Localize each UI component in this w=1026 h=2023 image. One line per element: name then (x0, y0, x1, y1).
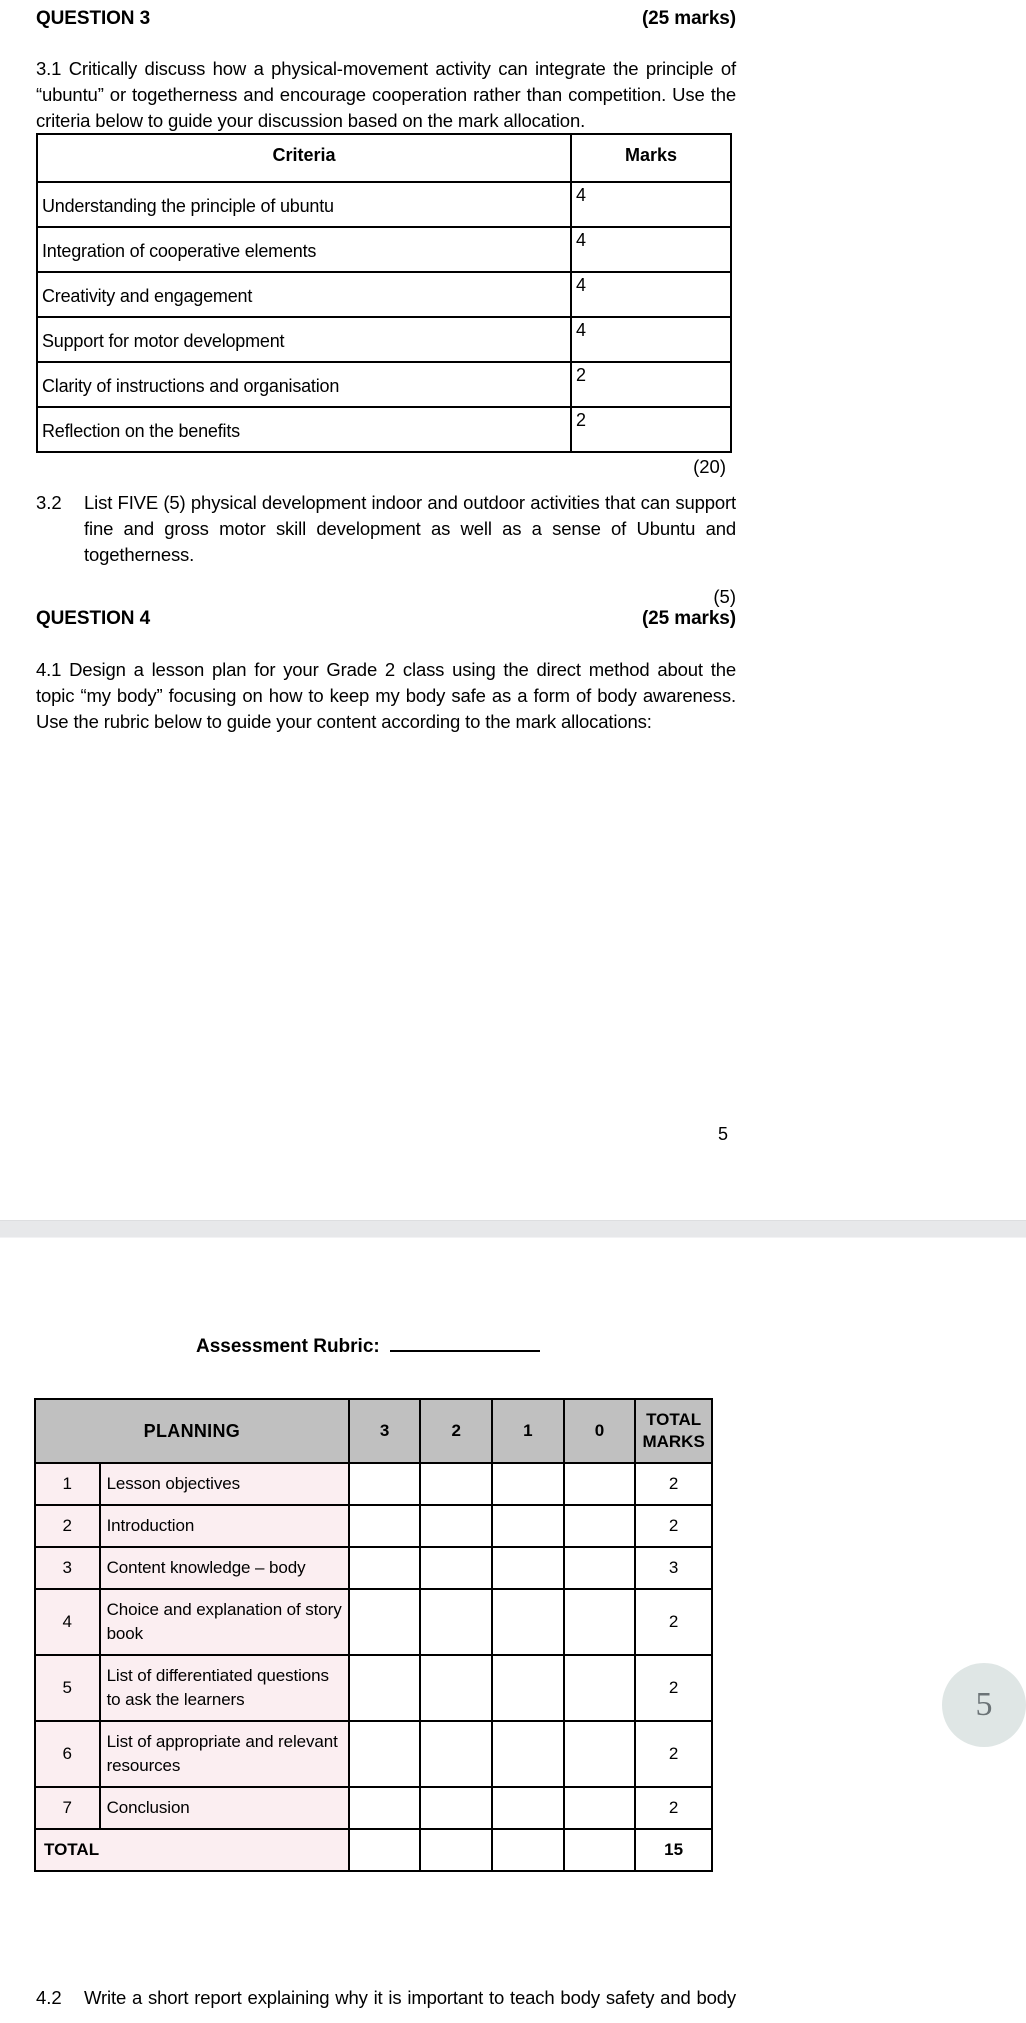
rubric-header-score-2: 2 (420, 1399, 492, 1463)
question-4-2-number: 4.2 (36, 1987, 62, 2008)
question-4-1-text: 4.1 Design a lesson plan for your Grade 2 class using the direct method about the topic “my body” focusing on how to keep my body safe as a form of body awareness. Use the rubric below to guide your content according to the mark allocations: (36, 659, 736, 732)
page-number-footer: 5 (717, 1124, 728, 1144)
rubric-header-row (35, 1399, 712, 1463)
table-row (35, 1655, 712, 1721)
criterion-label: Understanding the principle of ubuntu (37, 182, 571, 227)
rubric-header-score-0: 0 (564, 1399, 636, 1463)
criteria-header-marks: Marks (571, 134, 731, 182)
question-3-2-text: List FIVE (5) physical development indoor and outdoor activities that can support fine and gross motor skill development as well as a sense of Ubuntu and togetherness. (84, 492, 736, 565)
criterion-label: Creativity and engagement (37, 272, 571, 317)
rubric-score-cell-1[interactable] (492, 1721, 564, 1787)
table-row (37, 362, 731, 407)
criterion-marks: 2 (571, 362, 731, 407)
rubric-score-cell-3[interactable] (349, 1721, 421, 1787)
table-row (37, 227, 731, 272)
rubric-score-cell-2[interactable] (420, 1721, 492, 1787)
rubric-total-row (35, 1829, 712, 1871)
table-row (35, 1721, 712, 1787)
criterion-marks: 4 (571, 317, 731, 362)
rubric-score-cell-3[interactable] (349, 1505, 421, 1547)
rubric-row-label: Conclusion (100, 1787, 349, 1829)
table-row (37, 317, 731, 362)
question-4-2-section (36, 1985, 736, 2011)
rubric-total-cell-0[interactable] (564, 1829, 636, 1871)
rubric-score-cell-3[interactable] (349, 1787, 421, 1829)
assessment-rubric-label: Assessment Rubric: (196, 1336, 380, 1357)
criterion-label: Support for motor development (37, 317, 571, 362)
question-3-1-text: 3.1 Critically discuss how a physical-movement activity can integrate the principle of “ubuntu” or togetherness and encourage cooperation rather than competition. Use the criteria below to guide your discussion based on the mark allocation. (36, 58, 736, 131)
rubric-total-label: TOTAL (35, 1829, 349, 1871)
page-number-badge (942, 1663, 1026, 1747)
rubric-score-cell-1[interactable] (492, 1505, 564, 1547)
criteria-header-row (37, 134, 731, 182)
assessment-rubric-blank-line[interactable] (390, 1336, 540, 1352)
rubric-row-total: 2 (635, 1721, 712, 1787)
question-4-marks: (25 marks) (641, 608, 736, 629)
rubric-row-label: List of differentiated questions to ask the learners (100, 1655, 349, 1721)
rubric-row-label: Introduction (100, 1505, 349, 1547)
rubric-row-label: Content knowledge – body (100, 1547, 349, 1589)
criterion-marks: 4 (571, 272, 731, 317)
rubric-header-total-marks: TOTAL MARKS (635, 1399, 712, 1463)
criteria-table (36, 133, 732, 453)
question-4-section (36, 608, 736, 735)
rubric-row-total: 2 (635, 1787, 712, 1829)
rubric-row-number: 4 (35, 1589, 100, 1655)
rubric-score-cell-3[interactable] (349, 1589, 421, 1655)
rubric-row-number: 3 (35, 1547, 100, 1589)
question-3-2-marks: (5) (713, 586, 736, 607)
rubric-score-cell-2[interactable] (420, 1505, 492, 1547)
rubric-score-cell-0[interactable] (564, 1589, 636, 1655)
rubric-score-cell-0[interactable] (564, 1787, 636, 1829)
rubric-total-cell-3[interactable] (349, 1829, 421, 1871)
rubric-grand-total: 15 (635, 1829, 712, 1871)
question-3-marks: (25 marks) (641, 8, 736, 29)
rubric-score-cell-3[interactable] (349, 1655, 421, 1721)
criterion-marks: 4 (571, 227, 731, 272)
question-3-section (36, 8, 736, 134)
rubric-row-label: Choice and explanation of story book (100, 1589, 349, 1655)
question-3-title: QUESTION 3 (36, 8, 151, 29)
table-row (35, 1463, 712, 1505)
rubric-score-cell-2[interactable] (420, 1787, 492, 1829)
question-4-title: QUESTION 4 (36, 608, 151, 629)
criterion-marks: 4 (571, 182, 731, 227)
rubric-score-cell-0[interactable] (564, 1505, 636, 1547)
criteria-table-wrapper (36, 133, 730, 478)
rubric-row-number: 6 (35, 1721, 100, 1787)
rubric-row-number: 1 (35, 1463, 100, 1505)
page-break-separator (0, 1220, 1026, 1238)
rubric-total-cell-1[interactable] (492, 1829, 564, 1871)
rubric-score-cell-1[interactable] (492, 1787, 564, 1829)
question-3-2-section (36, 490, 736, 608)
criterion-label: Integration of cooperative elements (37, 227, 571, 272)
rubric-row-total: 2 (635, 1589, 712, 1655)
question-4-2-text: Write a short report explaining why it is important to teach body safety and body (84, 1987, 736, 2008)
rubric-score-cell-1[interactable] (492, 1589, 564, 1655)
criterion-label: Reflection on the benefits (37, 407, 571, 452)
question-3-2-block (36, 490, 736, 568)
rubric-row-number: 2 (35, 1505, 100, 1547)
table-row (37, 407, 731, 452)
rubric-row-total: 2 (635, 1655, 712, 1721)
rubric-score-cell-1[interactable] (492, 1547, 564, 1589)
table-row (37, 182, 731, 227)
table-row (35, 1787, 712, 1829)
criteria-header-criteria: Criteria (37, 134, 571, 182)
rubric-score-cell-2[interactable] (420, 1463, 492, 1505)
question-3-header (36, 8, 736, 30)
rubric-score-cell-3[interactable] (349, 1463, 421, 1505)
table-row (35, 1589, 712, 1655)
assessment-rubric-heading (196, 1336, 540, 1358)
rubric-row-number: 7 (35, 1787, 100, 1829)
rubric-header-score-3: 3 (349, 1399, 421, 1463)
table-row (37, 272, 731, 317)
rubric-row-total: 2 (635, 1463, 712, 1505)
rubric-score-cell-3[interactable] (349, 1547, 421, 1589)
page-number-badge-label: 5 (975, 1686, 993, 1723)
table-row (35, 1547, 712, 1589)
question-4-2-block (36, 1985, 736, 2011)
rubric-score-cell-0[interactable] (564, 1547, 636, 1589)
table-row (35, 1505, 712, 1547)
question-3-2-number: 3.2 (36, 492, 62, 513)
rubric-score-cell-1[interactable] (492, 1655, 564, 1721)
rubric-table (34, 1398, 713, 1872)
rubric-score-cell-2[interactable] (420, 1547, 492, 1589)
rubric-row-label: Lesson objectives (100, 1463, 349, 1505)
rubric-row-number: 5 (35, 1655, 100, 1721)
rubric-header-planning: PLANNING (35, 1399, 349, 1463)
rubric-score-cell-0[interactable] (564, 1721, 636, 1787)
rubric-total-cell-2[interactable] (420, 1829, 492, 1871)
rubric-row-total: 2 (635, 1505, 712, 1547)
criteria-total-marks: (20) (693, 456, 726, 477)
rubric-score-cell-2[interactable] (420, 1655, 492, 1721)
criterion-label: Clarity of instructions and organisation (37, 362, 571, 407)
rubric-score-cell-0[interactable] (564, 1463, 636, 1505)
rubric-row-label: List of appropriate and relevant resources (100, 1721, 349, 1787)
rubric-score-cell-0[interactable] (564, 1655, 636, 1721)
question-4-header (36, 608, 736, 630)
rubric-header-score-1: 1 (492, 1399, 564, 1463)
rubric-score-cell-2[interactable] (420, 1589, 492, 1655)
rubric-row-total: 3 (635, 1547, 712, 1589)
criterion-marks: 2 (571, 407, 731, 452)
rubric-table-wrapper (34, 1398, 713, 1872)
rubric-score-cell-1[interactable] (492, 1463, 564, 1505)
